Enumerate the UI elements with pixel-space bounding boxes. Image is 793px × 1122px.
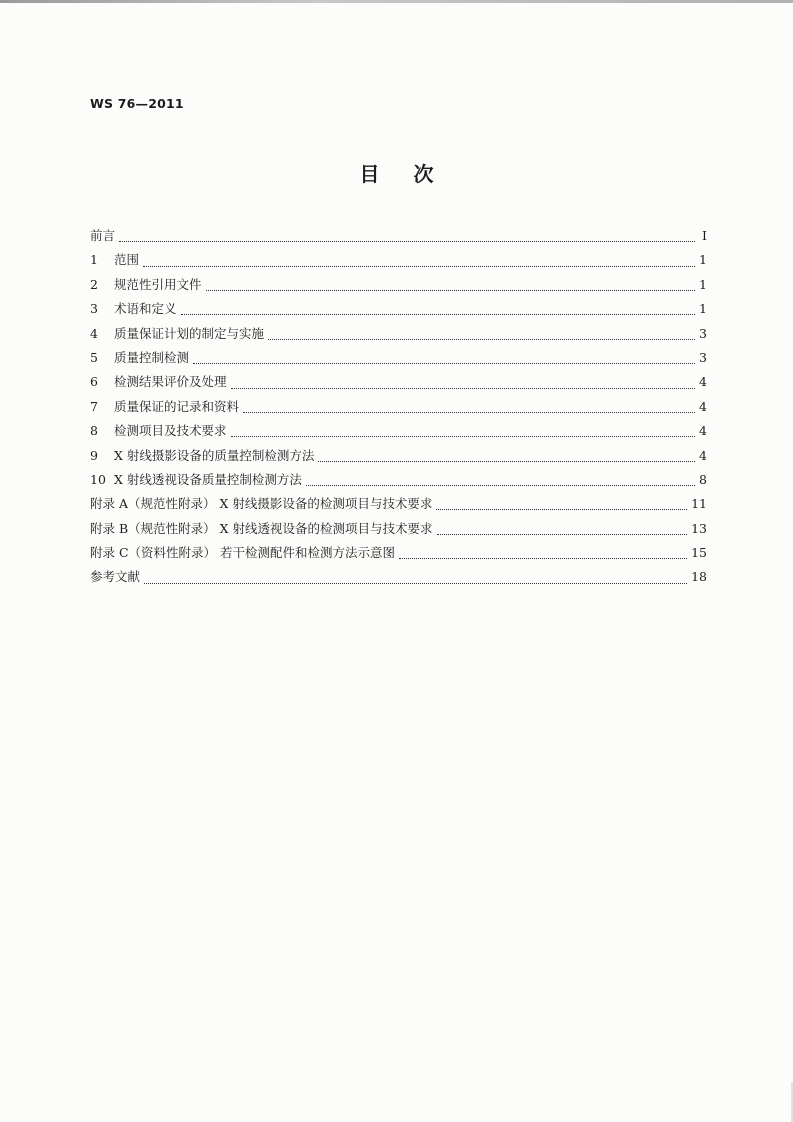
toc-entry-number: 9 [90, 447, 98, 463]
toc-entry-label: 检测结果评价及处理 [114, 374, 227, 390]
toc-entry-label: 附录 B（规范性附录） X 射线透视设备的检测项目与技术要求 [90, 520, 433, 536]
toc-entry-label: X 射线摄影设备的质量控制检测方法 [114, 447, 315, 463]
toc-dot-leader [144, 582, 687, 584]
toc-entry [90, 470, 707, 494]
toc-dot-leader [231, 435, 695, 437]
toc-entry-label: 附录 A（规范性附录） X 射线摄影设备的检测项目与技术要求 [90, 496, 433, 512]
scan-top-edge [0, 0, 793, 3]
toc-entry-number: 4 [90, 325, 98, 341]
toc-entry [90, 446, 707, 470]
toc-entry-page: 13 [691, 520, 707, 536]
toc-entry [90, 421, 707, 445]
toc-entry-page: 3 [699, 349, 707, 365]
toc-entry-label: 附录 C（资料性附录） 若干检测配件和检测方法示意图 [90, 545, 396, 561]
toc-entry-label: 前言 [90, 228, 116, 243]
toc-entry [90, 543, 707, 567]
table-of-contents [90, 226, 707, 592]
toc-entry-number: 2 [90, 276, 98, 292]
toc-entry-label: 质量控制检测 [114, 349, 190, 365]
toc-entry [90, 324, 707, 348]
toc-dot-leader [231, 387, 695, 389]
toc-entry-page: 4 [699, 447, 707, 463]
toc-dot-leader [399, 557, 687, 559]
toc-title [0, 158, 793, 187]
toc-dot-leader [268, 338, 695, 340]
toc-entry-page: 11 [691, 496, 707, 512]
toc-dot-leader [119, 240, 695, 242]
toc-entry-page: Ⅰ [702, 228, 707, 243]
toc-entry-label: 规范性引用文件 [114, 276, 202, 292]
toc-entry-label: X 射线透视设备质量控制检测方法 [114, 471, 302, 487]
toc-entry [90, 567, 707, 591]
toc-dot-leader [193, 362, 695, 364]
toc-entry-page: 1 [699, 252, 707, 268]
toc-dot-leader [143, 265, 695, 267]
toc-dot-leader [181, 313, 695, 315]
toc-dot-leader [437, 533, 688, 535]
toc-entry [90, 226, 707, 250]
toc-entry-page: 8 [699, 471, 707, 487]
toc-dot-leader [436, 508, 687, 510]
toc-title-char: 目 [359, 162, 380, 186]
toc-entry-page: 4 [699, 374, 707, 390]
toc-entry-number: 3 [90, 301, 98, 317]
toc-entry-page: 4 [699, 423, 707, 439]
toc-entry-number: 7 [90, 398, 98, 414]
toc-entry [90, 519, 707, 543]
toc-entry-number: 8 [90, 423, 98, 439]
toc-dot-leader [306, 484, 695, 486]
toc-entry-number: 5 [90, 349, 98, 365]
toc-entry-page: 1 [699, 301, 707, 317]
toc-entry [90, 397, 707, 421]
toc-entry [90, 299, 707, 323]
toc-entry [90, 275, 707, 299]
scan-edge-mark [761, 1082, 793, 1122]
toc-dot-leader [206, 289, 695, 291]
toc-entry-label: 范围 [114, 252, 140, 268]
toc-entry-label: 检测项目及技术要求 [114, 423, 227, 439]
toc-entry-label: 质量保证计划的制定与实施 [114, 325, 265, 341]
standard-code: WS 76—2011 [90, 96, 184, 111]
toc-entry-label: 术语和定义 [114, 301, 177, 317]
toc-entry [90, 250, 707, 274]
toc-entry [90, 372, 707, 396]
toc-entry [90, 494, 707, 518]
toc-entry-label: 质量保证的记录和资料 [114, 398, 240, 414]
toc-entry-number: 6 [90, 374, 98, 390]
toc-entry-page: 3 [699, 325, 707, 341]
toc-entry-page: 18 [691, 569, 707, 585]
toc-dot-leader [243, 411, 695, 413]
toc-entry-label: 参考文献 [90, 569, 141, 585]
toc-title-char: 次 [413, 162, 434, 186]
toc-entry-page: 15 [691, 545, 707, 561]
toc-entry-page: 1 [699, 276, 707, 292]
toc-dot-leader [318, 460, 695, 462]
toc-entry [90, 348, 707, 372]
toc-entry-page: 4 [699, 398, 707, 414]
toc-entry-number: 1 [90, 252, 98, 268]
toc-entry-number: 10 [90, 471, 106, 487]
